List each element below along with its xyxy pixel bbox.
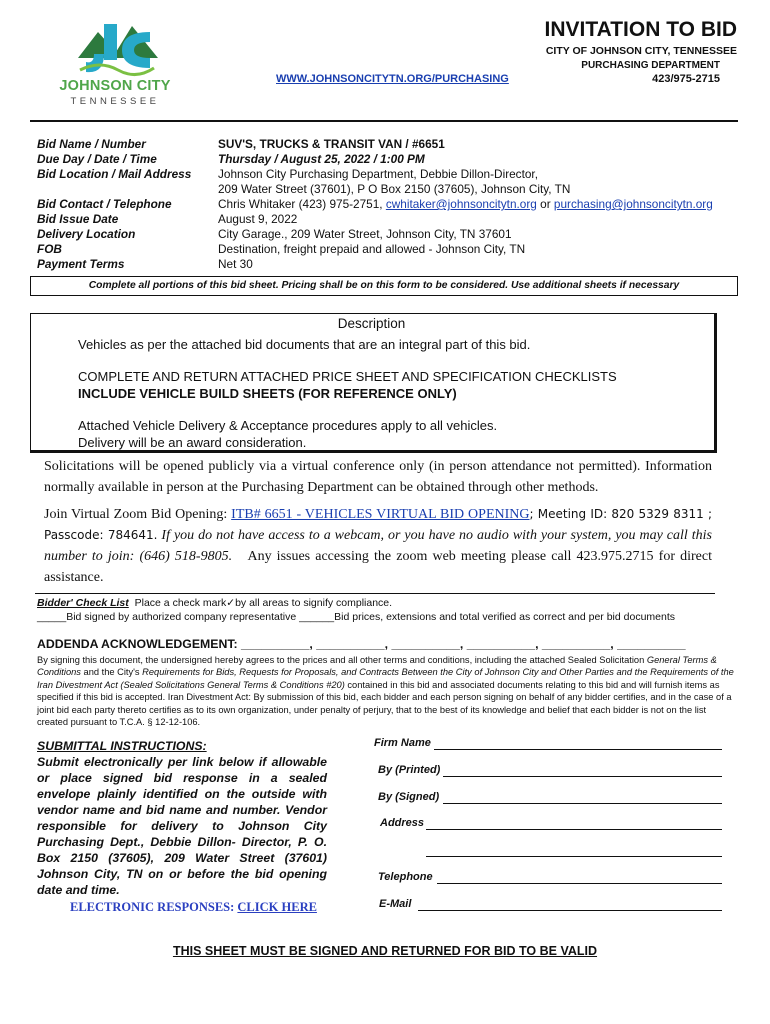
- label-location: Bid Location / Mail Address: [37, 167, 192, 181]
- label-bid-name: Bid Name / Number: [37, 137, 146, 151]
- location-value-2: 209 Water Street (37601), P O Box 2150 (37605), Johnson City, TN: [218, 182, 571, 196]
- printed-name-field[interactable]: [443, 776, 722, 777]
- label-payment: Payment Terms: [37, 257, 125, 271]
- firm-name-label: Firm Name: [374, 737, 431, 749]
- zoom-paragraph: Join Virtual Zoom Bid Opening: ITB# 6651 - VEHICLES VIRTUAL BID OPENING; Meeting ID: 820 5329 8311 ; Passcode: 784641. If you do not have access to a webcam, or you have no audio with your system, you may call this number to join: (646) 518-9805. Any issues accessing the zoom web meeting please call 423.975.2715 for direct assistance.: [44, 507, 713, 585]
- payment-value: Net 30: [218, 257, 253, 271]
- logo-city-name: JOHNSON CITY: [59, 78, 171, 94]
- signature-label: By (Signed): [378, 791, 440, 803]
- solicitation-divider: [35, 593, 715, 594]
- legal-statement: By signing this document, the undersigned hereby agrees to the prices and all other terms and conditions, including the attached Sealed Solicitation General Terms & Conditions and the City's Requirements for Bids, Requests for Proposals, and Contracts Between the City of Johnson City and Other Parties and the Requirements of the Iran Divestment Act (Sealed Solicitations General Terms & Conditions #20) contained in this bid and associated documents relating to this bid and will furnish items as specified if this bid is accepted. Iran Divestment Act: By submission of this bid, each bidder and each person signing on behalf of any bidder certifies, and in the case of a joint bid each party thereto certifies as to its own organization, under penalty of perjury, that to the best of its knowledge and belief that each bidder is not on the list created pursuant to T.C.A. § 12-12-106.: [37, 655, 734, 728]
- page-title: INVITATION TO BID: [544, 18, 737, 41]
- solicitation-paragraph: Solicitations will be opened publicly via a virtual conference only (in person attendance not permitted). Information normally available in person at the Purchasing Department can be obtained through other methods.: [44, 459, 712, 495]
- address-field-1[interactable]: [426, 829, 722, 830]
- description-title: Description: [337, 316, 406, 331]
- electronic-responses: ELECTRONIC RESPONSES: CLICK HERE: [70, 900, 317, 914]
- addenda-acknowledgement: ADDENDA ACKNOWLEDGEMENT: __________, __________, __________, __________, __________, __________: [37, 637, 686, 651]
- description-line-1: Vehicles as per the attached bid documents that are an integral part of this bid.: [78, 337, 531, 352]
- fob-value: Destination, freight prepaid and allowed - Johnson City, TN: [218, 242, 526, 256]
- label-fob: FOB: [37, 242, 62, 256]
- click-here-link[interactable]: CLICK HERE: [237, 900, 317, 914]
- contact-value: Chris Whitaker (423) 975-2751, cwhitaker@johnsoncitytn.org or purchasing@johnsoncitytn.org: [218, 197, 713, 211]
- firm-name-field[interactable]: [434, 749, 722, 750]
- delivery-value: City Garage., 209 Water Street, Johnson City, TN 37601: [218, 227, 512, 241]
- checkmark-icon: ✓: [226, 597, 236, 609]
- bid-name-value: SUV'S, TRUCKS & TRANSIT VAN / #6651: [218, 137, 445, 151]
- city-line: CITY OF JOHNSON CITY, TENNESSEE: [545, 45, 737, 57]
- notice-banner: Complete all portions of this bid sheet. Pricing shall be on this form to be considered. Use additional sheets if necessary: [30, 276, 738, 296]
- department-line: PURCHASING DEPARTMENT: [581, 60, 720, 71]
- label-delivery: Delivery Location: [37, 227, 136, 241]
- zoom-bid-opening-link[interactable]: ITB# 6651 - VEHICLES VIRTUAL BID OPENING: [231, 507, 530, 522]
- telephone-field[interactable]: [437, 883, 722, 884]
- signature-field[interactable]: [443, 803, 722, 804]
- address-label: Address: [380, 817, 425, 829]
- bid-info-values: [218, 137, 713, 272]
- issue-value: August 9, 2022: [218, 212, 298, 226]
- submittal-heading: SUBMITTAL INSTRUCTIONS:: [37, 739, 207, 753]
- label-contact: Bid Contact / Telephone: [37, 197, 172, 211]
- location-value-1: Johnson City Purchasing Department, Debbie Dillon-Director,: [218, 167, 538, 181]
- bid-info-labels: [37, 137, 191, 272]
- email-label: E-Mail: [379, 898, 412, 910]
- label-due: Due Day / Date / Time: [37, 152, 157, 166]
- logo-state: TENNESSEE: [70, 96, 160, 107]
- bidder-checklist-header: Bidder' Check List Place a check mark✓by all areas to signify compliance.: [37, 597, 393, 609]
- printed-name-label: By (Printed): [378, 764, 441, 776]
- header-divider: [30, 120, 738, 122]
- submittal-instructions: [37, 738, 327, 898]
- description-line-5: Delivery will be an award consideration.: [78, 435, 307, 450]
- email-link-purchasing[interactable]: purchasing@johnsoncitytn.org: [553, 197, 713, 211]
- due-value: Thursday / August 25, 2022 / 1:00 PM: [218, 152, 425, 166]
- solicitation-text: [44, 456, 712, 588]
- description-line-4: Attached Vehicle Delivery & Acceptance procedures apply to all vehicles.: [78, 418, 498, 433]
- address-field-2[interactable]: [426, 856, 722, 857]
- description-line-3: INCLUDE VEHICLE BUILD SHEETS (FOR REFERENCE ONLY): [78, 386, 457, 401]
- purchasing-url-link[interactable]: WWW.JOHNSONCITYTN.ORG/PURCHASING: [276, 73, 509, 85]
- logo-letter-j: [104, 24, 117, 60]
- footer-notice: THIS SHEET MUST BE SIGNED AND RETURNED FOR BID TO BE VALID: [172, 944, 598, 958]
- submittal-body: Submit electronically per link below if allowable or place signed bid response in a sealed envelope plainly identified on the outside with vendor name and bid name and number. Vendor responsible for delivery to Johnson City Purchasing Dept., Debbie Dillon- Director, P. O. Box 2150 (37605), 209 Water Street (37601) Johnson City, TN on or before the bid opening date and time.: [37, 755, 327, 897]
- bidder-checklist-items: _____Bid signed by authorized company representative ______Bid prices, extensions and total verified as correct and per bid documents: [37, 611, 676, 623]
- telephone-label: Telephone: [378, 871, 433, 883]
- email-link-whitaker[interactable]: cwhitaker@johnsoncitytn.org: [385, 197, 537, 211]
- description-line-2: COMPLETE AND RETURN ATTACHED PRICE SHEET AND SPECIFICATION CHECKLISTS: [78, 369, 617, 384]
- header-phone: 423/975-2715: [652, 73, 720, 85]
- label-issue: Bid Issue Date: [37, 212, 119, 226]
- email-field[interactable]: [418, 910, 722, 911]
